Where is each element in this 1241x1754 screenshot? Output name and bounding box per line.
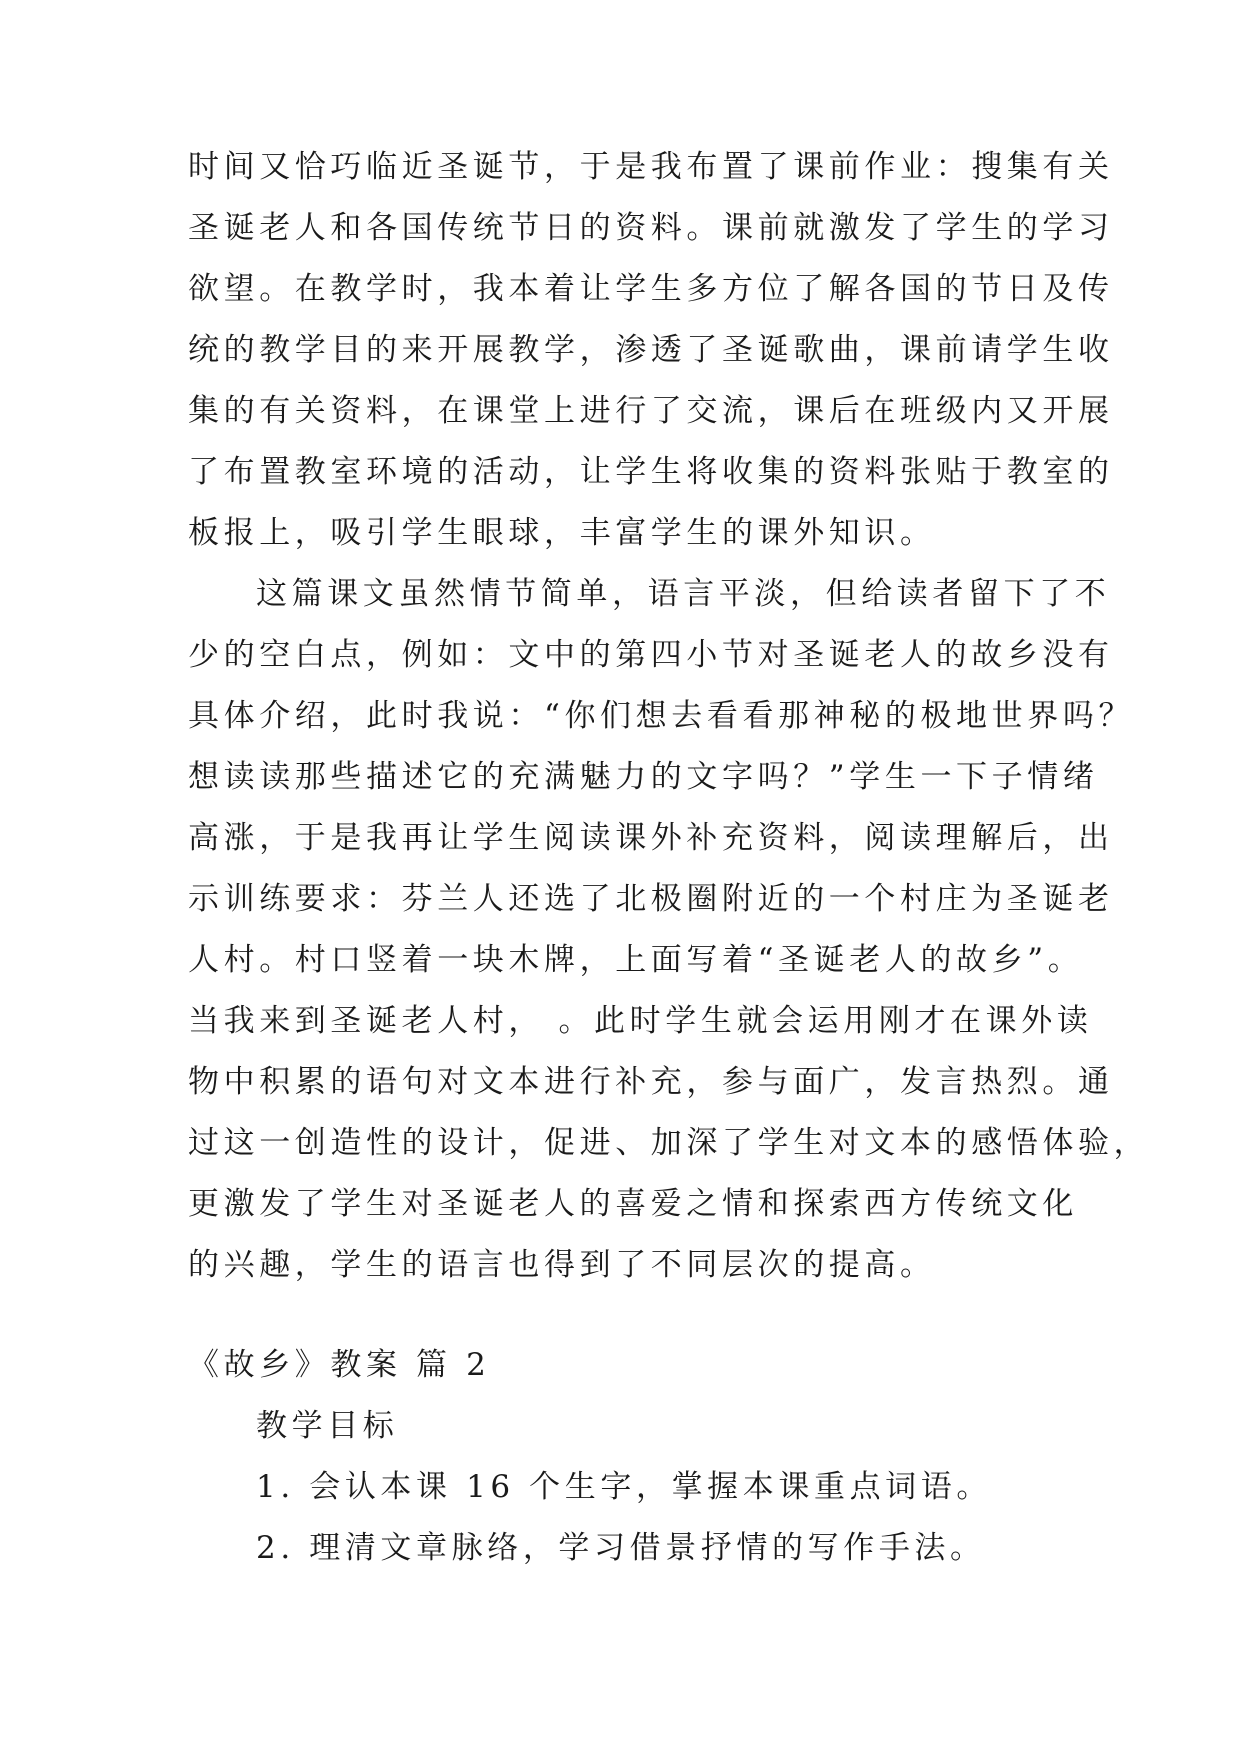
paragraph-1-line: 欲望。在教学时，我本着让学生多方位了解各国的节日及传 [188,271,1114,307]
paragraph-2-line: 人村。村口竖着一块木牌，上面写着“圣诞老人的故乡”。 [188,942,1084,978]
paragraph-1-line: 集的有关资料，在课堂上进行了交流，课后在班级内又开展 [188,393,1114,429]
subheading: 教学目标 [256,1408,399,1444]
paragraph-1-line: 时间又恰巧临近圣诞节，于是我布置了课前作业：搜集有关 [188,149,1114,185]
paragraph-1-line: 了布置教室环境的活动，让学生将收集的资料张贴于教室的 [188,454,1114,490]
objective-item: 2. 理清文章脉络，学习借景抒情的写作手法。 [256,1530,986,1566]
paragraph-1-line: 统的教学目的来开展教学，渗透了圣诞歌曲，课前请学生收 [188,332,1114,368]
paragraph-2-line: 少的空白点，例如：文中的第四小节对圣诞老人的故乡没有 [188,637,1114,673]
paragraph-2-line: 示训练要求：芬兰人还选了北极圈附近的一个村庄为圣诞老 [188,881,1114,917]
objective-item: 1. 会认本课 16 个生字，掌握本课重点词语。 [256,1469,992,1505]
paragraph-2-line: 高涨，于是我再让学生阅读课外补充资料，阅读理解后，出 [188,820,1114,856]
paragraph-2-line: 这篇课文虽然情节简单，语言平淡，但给读者留下了不 [256,576,1111,612]
paragraph-2-line: 当我来到圣诞老人村， 。此时学生就会运用刚才在课外读 [188,1003,1093,1039]
paragraph-1-line: 板报上，吸引学生眼球，丰富学生的课外知识。 [188,515,936,551]
paragraph-2-line: 物中积累的语句对文本进行补充，参与面广，发言热烈。通 [188,1064,1114,1100]
section-heading: 《故乡》教案 篇 2 [188,1347,491,1383]
paragraph-1-line: 圣诞老人和各国传统节日的资料。课前就激发了学生的学习 [188,210,1114,246]
paragraph-2-line: 的兴趣，学生的语言也得到了不同层次的提高。 [188,1247,936,1283]
paragraph-2-line: 更激发了学生对圣诞老人的喜爱之情和探索西方传统文化 [188,1186,1078,1222]
paragraph-2-line: 具体介绍，此时我说：“你们想去看看那神秘的极地世界吗？ [188,698,1135,734]
paragraph-2-line: 想读读那些描述它的充满魅力的文字吗？”学生一下子情绪 [188,759,1099,795]
paragraph-2-line: 过这一创造性的设计，促进、加深了学生对文本的感悟体验， [188,1125,1150,1161]
